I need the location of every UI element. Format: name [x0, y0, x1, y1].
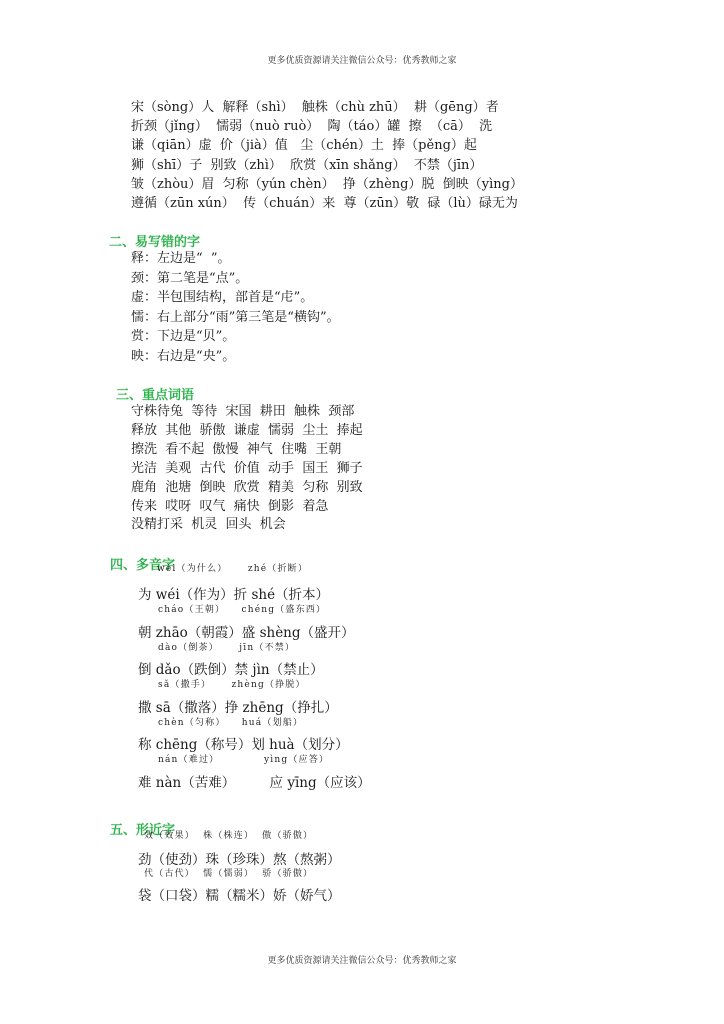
word-line: 守株待兔 等待 宋国 耕田 触株 颈部: [131, 404, 355, 419]
rule-line: 映：右边是“央”。: [131, 348, 236, 364]
word-line: 光洁 美观 古代 价值 动手 国王 狮子: [131, 460, 363, 476]
word-line: 没精打采 机灵 回头 机会: [131, 517, 286, 533]
pinyin-line: 宋（sòng）人 解释（shì） 触株（chù zhū） 耕（gēng）者: [131, 100, 499, 115]
word-line: 鹿角 池塘 倒映 欣赏 精美 匀称 别致: [131, 479, 363, 495]
page-header: 更多优质资源请关注微信公众号：优秀教师之家: [267, 56, 457, 66]
word-line: 擦洗 看不起 傲慢 神气 住嘴 王朝: [131, 441, 342, 457]
polyphone-pinyin-line: cháo（王朝） chéng（盛东西）: [158, 605, 327, 615]
section-4-first-pinyin: wèi（为什么） zhé（折断）: [157, 564, 309, 574]
polyphone-line: 为 wéi（作为）折 shé（折本）: [138, 587, 330, 603]
similar-char-line: 劲（使劲）珠（珍珠）熬（熬粥）: [138, 852, 341, 868]
similar-char-line: 袋（口袋）糯（糯米）娇（娇气）: [138, 888, 341, 904]
polyphone-pinyin-line: chèn（匀称） huá（划船）: [158, 717, 304, 728]
rule-line: 赏：下边是“贝”。: [131, 329, 236, 344]
polyphone-line: 倒 dǎo（跌倒）禁 jìn（禁止）: [138, 662, 324, 678]
section-2-title: 二、易写错的字: [109, 235, 201, 250]
polyphone-line: 难 nàn（苦难） 应 yīng（应该）: [138, 774, 371, 791]
section-4-title: 四、多音字: [110, 558, 176, 573]
polyphone-pinyin-line: nán（难过） yìng（应答）: [158, 755, 330, 765]
rule-line: 虚：半包围结构，部首是“虍”。: [131, 290, 314, 305]
word-line: 释放 其他 骄傲 谦虚 懦弱 尘土 捧起: [131, 422, 363, 438]
rule-line: 懦：右上部分“雨”第三笔是“横钩”。: [131, 309, 340, 325]
polyphone-line: 撒 sā（撒落）挣 zhēng（挣扎）: [138, 699, 338, 716]
page-footer: 更多优质资源请关注微信公众号：优秀教师之家: [267, 956, 457, 966]
polyphone-pinyin-line: sǎ（撒手） zhèng（挣脱）: [158, 680, 306, 690]
pinyin-line: 折颈（jǐng） 懦弱（nuò ruò） 陶（táo）罐 擦 （cā） 洗: [131, 119, 493, 135]
section-3-title: 三、重点词语: [116, 388, 195, 403]
rule-line: 颈：第二笔是“点”。: [131, 270, 249, 286]
pinyin-line: 谦（qiān）虚 价（jià）值 尘（chén）土 捧（pěng）起: [131, 138, 477, 154]
section-5-first-small: 效（效果） 株（株连） 傲（骄傲）: [144, 831, 314, 841]
polyphone-pinyin-line: dào（倒茶） jīn（不禁）: [158, 642, 296, 653]
polyphone-line: 称 chēng（称号）划 huà（划分）: [138, 737, 349, 753]
similar-char-small-line: 代（古代） 懦（懦弱） 骄（骄傲）: [144, 869, 314, 879]
pinyin-line: 皱（zhòu）眉 匀称（yún chèn） 挣（zhèng）脱 倒映（yìng）: [131, 176, 523, 192]
pinyin-line: 狮（shī）子 别致（zhì） 欣赏（xīn shǎng） 不禁（jīn）: [131, 157, 483, 173]
section-5-title: 五、形近字: [110, 823, 176, 838]
rule-line: 释：左边是“ ”。: [131, 251, 231, 266]
pinyin-line: 遵循（zūn xún） 传（chuán）来 尊（zūn）敬 碌（lù）碌无为: [131, 196, 518, 211]
word-line: 传来 哎呀 叹气 痛快 倒影 着急: [131, 498, 329, 514]
polyphone-line: 朝 zhāo（朝霞）盛 shèng（盛开）: [138, 624, 355, 641]
